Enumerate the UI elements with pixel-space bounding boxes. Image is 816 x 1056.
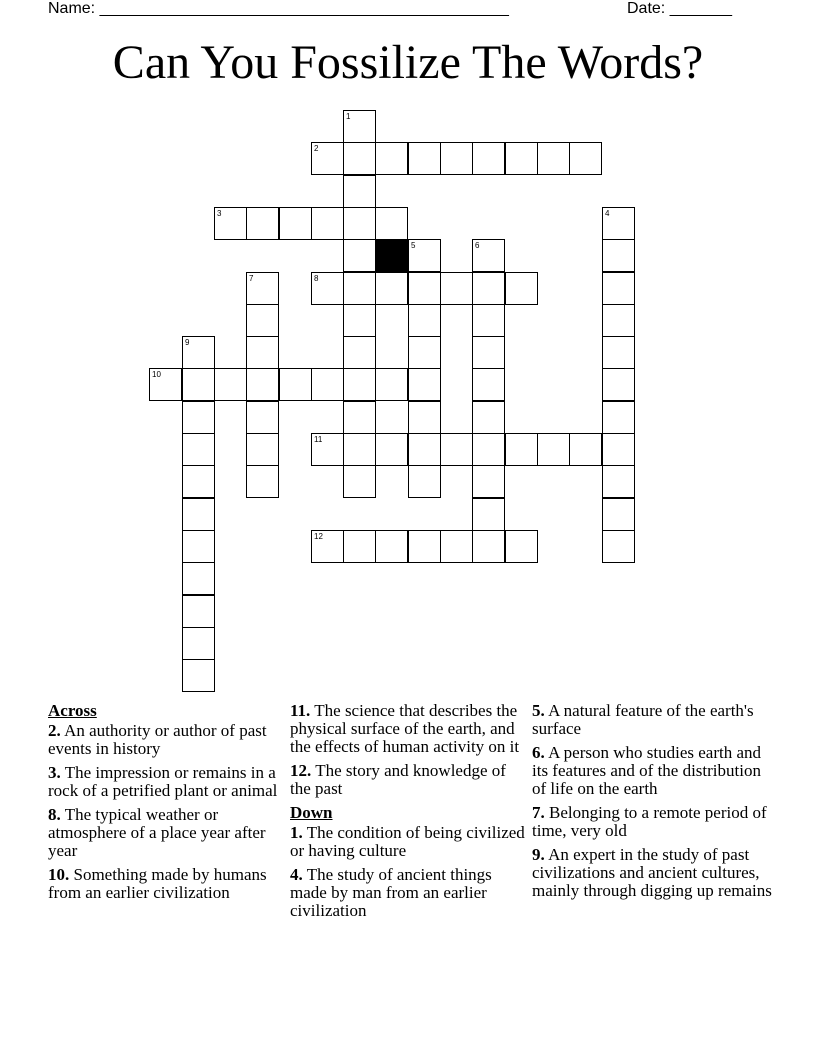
grid-cell[interactable] <box>311 368 344 401</box>
clue-across-8: 8. The typical weather or atmosphere of a place year after year <box>48 805 266 860</box>
grid-cell[interactable] <box>472 368 505 401</box>
grid-cell[interactable] <box>537 142 570 175</box>
grid-cell[interactable] <box>602 401 635 434</box>
grid-cell[interactable] <box>602 272 635 305</box>
grid-cell[interactable] <box>182 336 215 369</box>
grid-cell[interactable] <box>279 368 312 401</box>
grid-cell[interactable] <box>246 368 279 401</box>
grid-cell[interactable] <box>343 368 376 401</box>
clue-number: 2 <box>314 144 319 153</box>
grid-cell[interactable] <box>440 530 473 563</box>
grid-cell[interactable] <box>408 304 441 337</box>
page-title: Can You Fossilize The Words? <box>112 36 704 89</box>
grid-cell[interactable] <box>408 336 441 369</box>
clue-across-12: 12. The story and knowledge of the past <box>290 761 506 798</box>
grid-cell[interactable] <box>472 336 505 369</box>
grid-cell[interactable] <box>408 530 441 563</box>
clue-number: 12 <box>314 532 323 541</box>
grid-cell[interactable] <box>472 530 505 563</box>
grid-cell[interactable] <box>569 142 602 175</box>
grid-cell[interactable] <box>602 433 635 466</box>
clue-down-1: 1. The condition of being civilized or having culture <box>290 823 525 860</box>
grid-cell[interactable] <box>214 368 247 401</box>
clue-number: 4 <box>605 209 610 218</box>
clue-number: 6 <box>475 241 480 250</box>
grid-cell[interactable] <box>343 142 376 175</box>
grid-cell[interactable] <box>472 239 505 272</box>
grid-cell[interactable] <box>343 401 376 434</box>
grid-cell[interactable] <box>343 530 376 563</box>
grid-cell[interactable] <box>182 498 215 531</box>
grid-cell[interactable] <box>246 465 279 498</box>
date-field-label: Date: _______ <box>627 0 732 17</box>
grid-cell[interactable] <box>537 433 570 466</box>
clue-down-5: 5. A natural feature of the earth's surface <box>532 701 754 738</box>
grid-cell[interactable] <box>472 433 505 466</box>
grid-cell[interactable] <box>343 272 376 305</box>
grid-cell[interactable] <box>311 530 344 563</box>
grid-cell[interactable] <box>214 207 247 240</box>
grid-cell[interactable] <box>472 304 505 337</box>
grid-cell[interactable] <box>182 659 215 692</box>
grid-cell[interactable] <box>182 562 215 595</box>
clue-number: 10 <box>152 370 161 379</box>
grid-cell[interactable] <box>182 433 215 466</box>
name-field-label: Name: ______________________________________________ <box>48 0 509 17</box>
grid-cell[interactable] <box>343 175 376 208</box>
clue-number: 3 <box>217 209 222 218</box>
grid-cell[interactable] <box>311 272 344 305</box>
grid-cell[interactable] <box>602 336 635 369</box>
clues-column-2 <box>290 702 526 926</box>
clues-column-3 <box>532 702 772 906</box>
clue-down-4: 4. The study of ancient things made by man from an earlier civilization <box>290 865 492 920</box>
grid-cell[interactable] <box>182 465 215 498</box>
grid-cell[interactable] <box>182 595 215 628</box>
clue-across-10: 10. Something made by humans from an earlier civilization <box>48 865 267 902</box>
grid-cell[interactable] <box>343 336 376 369</box>
grid-cell[interactable] <box>602 368 635 401</box>
grid-cell[interactable] <box>408 142 441 175</box>
grid-cell[interactable] <box>408 433 441 466</box>
grid-cell[interactable] <box>408 368 441 401</box>
grid-cell[interactable] <box>505 272 538 305</box>
grid-cell[interactable] <box>246 401 279 434</box>
grid-cell[interactable] <box>246 304 279 337</box>
grid-cell[interactable] <box>602 207 635 240</box>
grid-cell[interactable] <box>375 272 408 305</box>
grid-cell[interactable] <box>505 530 538 563</box>
grid-cell[interactable] <box>472 142 505 175</box>
grid-cell[interactable] <box>505 433 538 466</box>
grid-cell[interactable] <box>343 465 376 498</box>
clue-number: 7 <box>249 274 254 283</box>
grid-cell[interactable] <box>343 433 376 466</box>
grid-cell[interactable] <box>246 207 279 240</box>
grid-cell[interactable] <box>472 465 505 498</box>
grid-cell[interactable] <box>602 465 635 498</box>
grid-cell[interactable] <box>440 142 473 175</box>
clue-down-9: 9. An expert in the study of past civilizations and ancient cultures, mainly through digging up remains <box>532 845 772 900</box>
clue-number: 8 <box>314 274 319 283</box>
grid-cell[interactable] <box>602 304 635 337</box>
grid-cell[interactable] <box>279 207 312 240</box>
across-heading: Across <box>48 701 97 720</box>
grid-cell[interactable] <box>440 433 473 466</box>
grid-cell[interactable] <box>408 239 441 272</box>
clues-column-1 <box>48 702 278 908</box>
grid-cell[interactable] <box>375 142 408 175</box>
grid-cell[interactable] <box>505 142 538 175</box>
grid-cell[interactable] <box>182 627 215 660</box>
clue-down-6: 6. A person who studies earth and its features and of the distribution of life on the earth <box>532 743 761 798</box>
clue-across-11: 11. The science that describes the physical surface of the earth, and the effects of human activity on it <box>290 701 520 756</box>
grid-cell[interactable] <box>182 401 215 434</box>
down-heading: Down <box>290 803 333 822</box>
grid-cell[interactable] <box>602 530 635 563</box>
clue-across-3: 3. The impression or remains in a rock of a petrified plant or animal <box>48 763 278 800</box>
clue-number: 1 <box>346 112 351 121</box>
grid-cell[interactable] <box>569 433 602 466</box>
grid-cell[interactable] <box>440 272 473 305</box>
grid-cell[interactable] <box>408 465 441 498</box>
clue-number: 11 <box>314 435 323 444</box>
grid-cell[interactable] <box>311 433 344 466</box>
grid-cell[interactable] <box>375 433 408 466</box>
grid-block-cell <box>375 239 408 272</box>
grid-cell[interactable] <box>182 530 215 563</box>
grid-cell[interactable] <box>375 530 408 563</box>
grid-cell[interactable] <box>343 304 376 337</box>
grid-cell[interactable] <box>408 401 441 434</box>
clue-number: 9 <box>185 338 190 347</box>
grid-cell[interactable] <box>472 498 505 531</box>
grid-cell[interactable] <box>246 433 279 466</box>
grid-cell[interactable] <box>343 110 376 143</box>
grid-cell[interactable] <box>182 368 215 401</box>
grid-cell[interactable] <box>602 239 635 272</box>
clue-down-7: 7. Belonging to a remote period of time, very old <box>532 803 767 840</box>
grid-cell[interactable] <box>246 272 279 305</box>
grid-cell[interactable] <box>343 239 376 272</box>
grid-cell[interactable] <box>375 368 408 401</box>
grid-cell[interactable] <box>472 401 505 434</box>
grid-cell[interactable] <box>311 207 344 240</box>
clue-across-2: 2. An authority or author of past events in history <box>48 721 267 758</box>
grid-cell[interactable] <box>149 368 182 401</box>
grid-cell[interactable] <box>375 207 408 240</box>
grid-cell[interactable] <box>408 272 441 305</box>
grid-cell[interactable] <box>602 498 635 531</box>
grid-cell[interactable] <box>472 272 505 305</box>
grid-cell[interactable] <box>343 207 376 240</box>
grid-cell[interactable] <box>246 336 279 369</box>
grid-cell[interactable] <box>311 142 344 175</box>
clue-number: 5 <box>411 241 416 250</box>
